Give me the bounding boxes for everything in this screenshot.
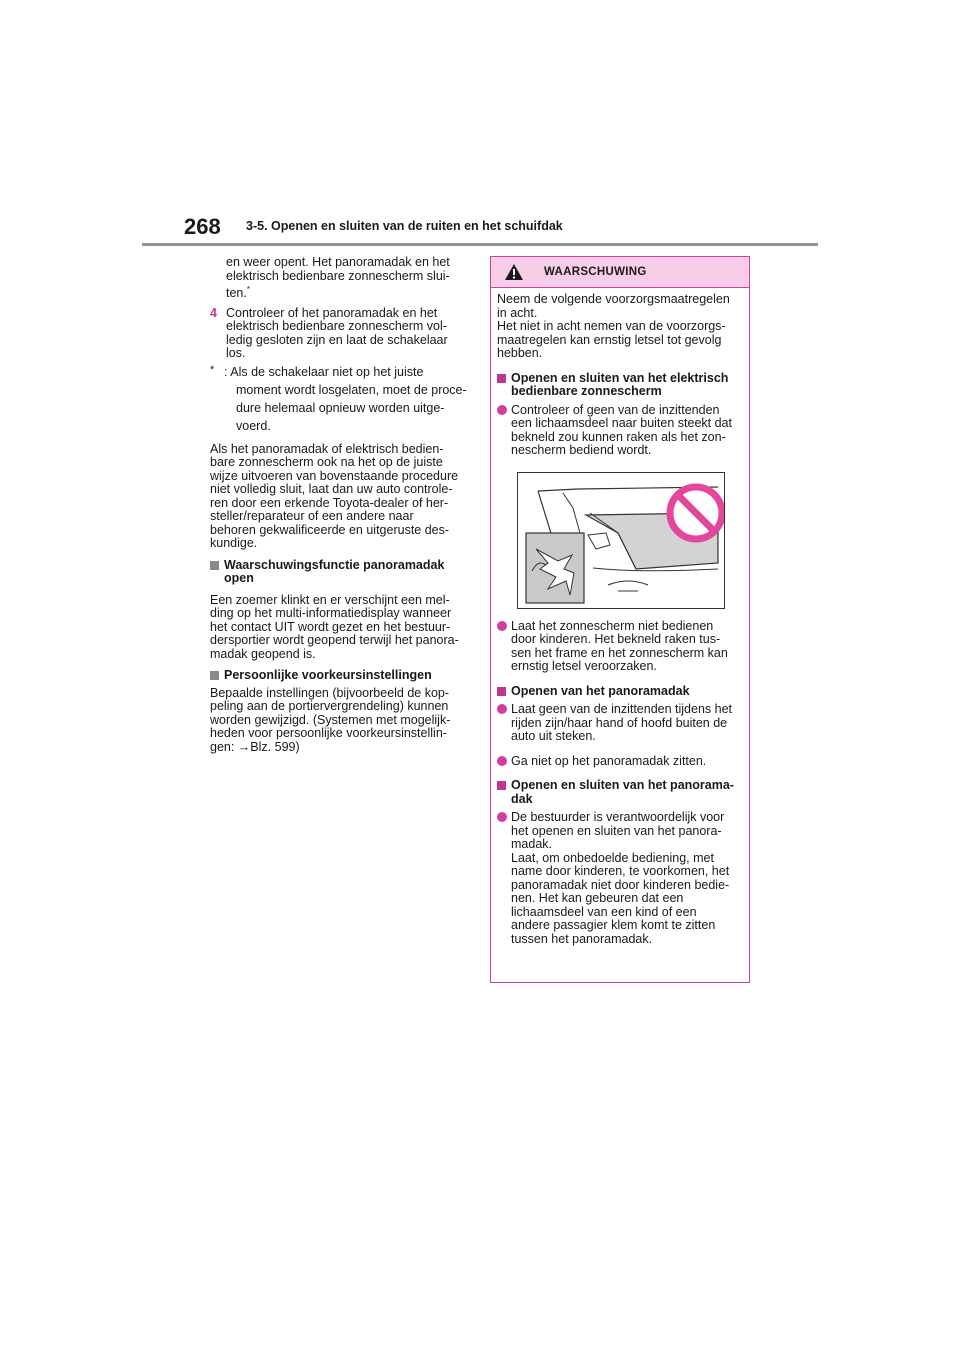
- round-bullet-icon: [497, 621, 507, 631]
- warning-triangle-icon: [504, 263, 524, 281]
- heading-personal-settings: Persoonlijke voorkeursinstellingen: [210, 669, 472, 683]
- header-rule: [142, 243, 818, 246]
- warning-bullet: Laat geen van de inzittenden tijdens het rijden zijn/haar hand of hoofd buiten de auto uit steken.: [497, 703, 743, 744]
- warning-bullet: Ga niet op het panoramadak zitten.: [497, 755, 743, 769]
- square-bullet-icon: [497, 374, 506, 383]
- square-bullet-icon: [210, 671, 219, 680]
- pinch-hazard-illustration: [517, 472, 725, 609]
- heading-warning-function: Waarschuwingsfunctie panoramadak open: [210, 559, 472, 586]
- warning-heading-sunshade: Openen en sluiten van het elektrisch bedienbare zonnescherm: [497, 372, 743, 399]
- page-reference-link[interactable]: gen: →Blz. 599): [210, 739, 300, 754]
- warning-box: [490, 256, 750, 983]
- round-bullet-icon: [497, 405, 507, 415]
- footnote: * : Als de schakelaar niet op het juiste moment wordt losgelaten, moet de proce- dure helemaal opnieuw worden uitge- voerd.: [210, 363, 472, 435]
- round-bullet-icon: [497, 704, 507, 714]
- warning-intro: Neem de volgende voorzorgsmaatregelen in acht. Het niet in acht nemen van de voorzorgs- maatregelen kan ernstig letsel tot gevolg hebben.: [497, 292, 730, 360]
- warning-bullet: Controleer of geen van de inzittenden een lichaamsdeel naar buiten steekt dat bekneld zou kunnen raken als het zon- nescherm bediend wordt.: [497, 404, 743, 458]
- footnote-mark: *: [210, 363, 215, 376]
- section-title: 3-5. Openen en sluiten van de ruiten en het schuifdak: [246, 219, 563, 233]
- footnote-ref: *: [246, 285, 250, 294]
- square-bullet-icon: [497, 687, 506, 696]
- warning-header: [491, 257, 749, 288]
- warning-bullet: Laat het zonnescherm niet bedienen door kinderen. Het bekneld raken tus- sen het frame en het zonnescherm kan ernstig letsel veroorzaken.: [497, 620, 743, 674]
- paragraph-warning-function: Een zoemer klinkt en er verschijnt een mel- ding op het multi-informatiedisplay wanneer het contact UIT wordt gezet en het bestuur- dersportier wordt geopend terwijl het panora- madak geopend is.: [210, 592, 459, 661]
- square-bullet-icon: [497, 781, 506, 790]
- paragraph-personal-settings: Bepaalde instellingen (bijvoorbeeld de kop- peling aan de portiervergrendeling) kunnen worden gewijzigd. (Systemen met mogelijk- heden voor persoonlijke voorkeursinstellin- gen: →Blz. 599): [210, 687, 472, 755]
- warning-body: [491, 288, 749, 946]
- warning-heading-opening: Openen van het panoramadak: [497, 685, 743, 699]
- warning-title: WAARSCHUWING: [544, 266, 647, 278]
- page-number: 268: [184, 214, 221, 239]
- warning-heading-open-close: Openen en sluiten van het panorama- dak: [497, 779, 743, 806]
- round-bullet-icon: [497, 812, 507, 822]
- left-column: [210, 256, 472, 754]
- step-4: 4 Controleer of het panoramadak en het elektrisch bedienbare zonnescherm vol- ledig gesloten zijn en laat de schakelaar los.: [210, 305, 448, 361]
- continuation-text: en weer opent. Het panoramadak en het elektrisch bedienbare zonnescherm slui- ten.*: [226, 255, 450, 301]
- illustration-drawing: [518, 473, 725, 609]
- step-number: 4: [210, 305, 217, 320]
- warning-bullet: De bestuurder is verantwoordelijk voor het openen en sluiten van het panora- madak. Laat, om onbedoelde bediening, met name door kinderen, te voorkomen, het panoramadak niet door kinderen bedie- nen. Het kan gebeuren dat een lichaamsdeel van een kind of een andere passagier klem komt te zitten tussen het panoramadak.: [497, 811, 743, 946]
- round-bullet-icon: [497, 756, 507, 766]
- square-bullet-icon: [210, 561, 219, 570]
- paragraph-closing-issue: Als het panoramadak of elektrisch bedien- bare zonnescherm ook na het op de juiste wijze uitvoeren van bovenstaande procedure niet volledig sluit, laat dan uw auto controle- ren door een erkende Toyota-dealer of her- steller/reparateur of een andere naar behoren gekwalificeerde en uitgeruste des- kundige.: [210, 441, 459, 551]
